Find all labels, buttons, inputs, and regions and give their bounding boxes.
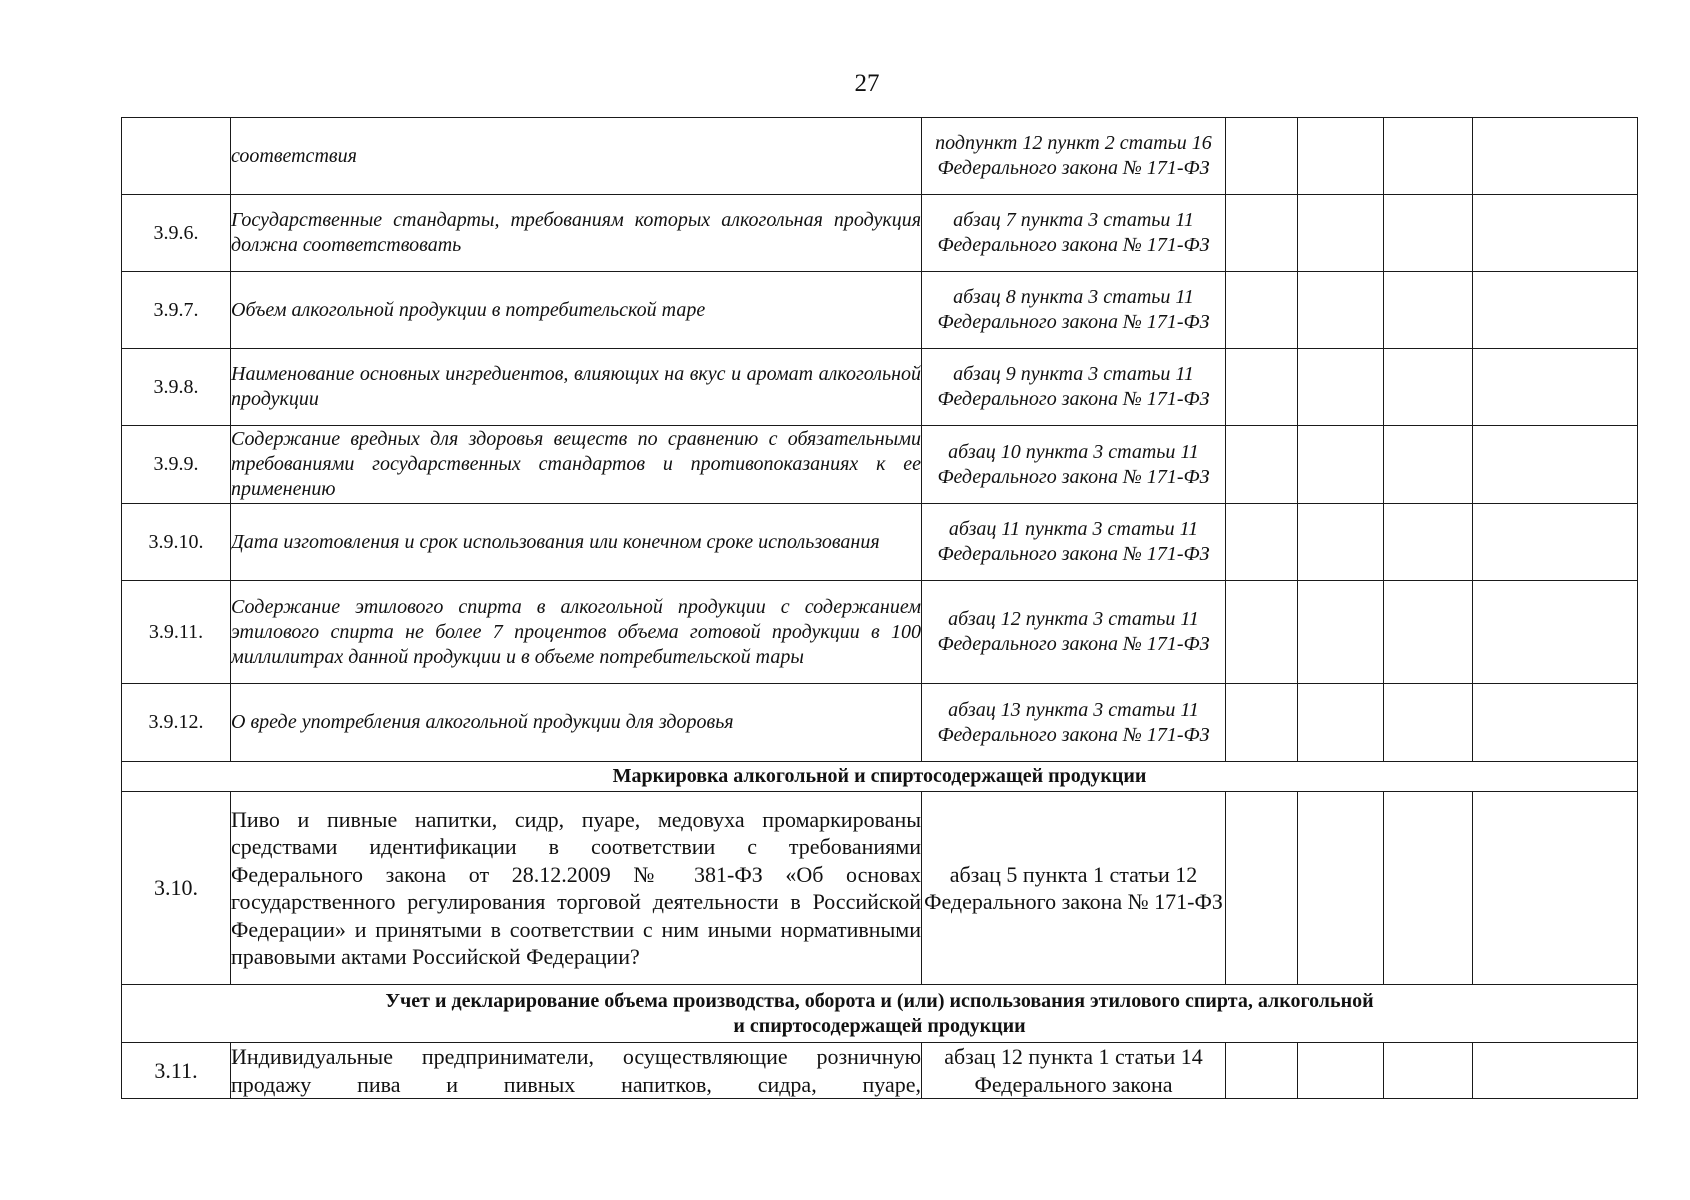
note-cell[interactable]	[1473, 504, 1638, 581]
answer-no-cell[interactable]	[1298, 504, 1384, 581]
legal-reference: абзац 5 пункта 1 статьи 12 Федерального закона № 171-ФЗ	[922, 792, 1226, 985]
answer-na-cell[interactable]	[1384, 195, 1473, 272]
answer-no-cell[interactable]	[1298, 195, 1384, 272]
answer-na-cell[interactable]	[1384, 504, 1473, 581]
requirement-text: соответствия	[231, 118, 922, 195]
section-row	[122, 762, 1638, 792]
answer-yes-cell[interactable]	[1226, 349, 1298, 426]
requirement-text: О вреде употребления алкогольной продукции для здоровья	[231, 684, 922, 762]
answer-na-cell[interactable]	[1384, 426, 1473, 504]
section-heading-line: и спиртосодержащей продукции	[733, 1014, 1026, 1037]
table-row	[122, 504, 1638, 581]
answer-no-cell[interactable]	[1298, 349, 1384, 426]
answer-na-cell[interactable]	[1384, 349, 1473, 426]
table-row	[122, 349, 1638, 426]
answer-na-cell[interactable]	[1384, 272, 1473, 349]
answer-na-cell[interactable]	[1384, 581, 1473, 684]
legal-reference: абзац 8 пункта 3 статьи 11 Федерального закона № 171-ФЗ	[922, 272, 1226, 349]
note-cell[interactable]	[1473, 426, 1638, 504]
row-number: 3.9.12.	[122, 684, 231, 762]
row-number: 3.9.11.	[122, 581, 231, 684]
answer-na-cell[interactable]	[1384, 792, 1473, 985]
section-row	[122, 985, 1638, 1043]
answer-no-cell[interactable]	[1298, 272, 1384, 349]
answer-no-cell[interactable]	[1298, 792, 1384, 985]
answer-yes-cell[interactable]	[1226, 504, 1298, 581]
row-number: 3.9.10.	[122, 504, 231, 581]
table-row	[122, 118, 1638, 195]
legal-reference: подпункт 12 пункт 2 статьи 16 Федерального закона № 171-ФЗ	[922, 118, 1226, 195]
table-row	[122, 195, 1638, 272]
legal-reference: абзац 12 пункта 3 статьи 11 Федерального закона № 171-ФЗ	[922, 581, 1226, 684]
answer-no-cell[interactable]	[1298, 1043, 1384, 1099]
row-number: 3.9.8.	[122, 349, 231, 426]
requirement-text: Индивидуальные предприниматели, осуществляющие розничную продажу пива и пивных напитков, сидра, пуаре,	[231, 1044, 921, 1097]
section-heading-accounting	[122, 985, 1638, 1043]
answer-no-cell[interactable]	[1298, 581, 1384, 684]
table-row	[122, 426, 1638, 504]
legal-reference: абзац 13 пункта 3 статьи 11 Федерального закона № 171-ФЗ	[922, 684, 1226, 762]
note-cell[interactable]	[1473, 1043, 1638, 1099]
answer-na-cell[interactable]	[1384, 118, 1473, 195]
answer-yes-cell[interactable]	[1226, 272, 1298, 349]
note-cell[interactable]	[1473, 792, 1638, 985]
table-row	[122, 792, 1638, 985]
row-number: 3.9.9.	[122, 426, 231, 504]
table-row	[122, 272, 1638, 349]
note-cell[interactable]	[1473, 581, 1638, 684]
answer-no-cell[interactable]	[1298, 684, 1384, 762]
answer-yes-cell[interactable]	[1226, 1043, 1298, 1099]
legal-reference: абзац 11 пункта 3 статьи 11 Федерального закона № 171-ФЗ	[922, 504, 1226, 581]
requirement-text: Объем алкогольной продукции в потребительской таре	[231, 272, 922, 349]
table-row	[122, 684, 1638, 762]
row-number: 3.9.6.	[122, 195, 231, 272]
page-number: 27	[854, 70, 880, 97]
answer-yes-cell[interactable]	[1226, 426, 1298, 504]
note-cell[interactable]	[1473, 684, 1638, 762]
note-cell[interactable]	[1473, 272, 1638, 349]
requirement-text: Содержание вредных для здоровья веществ по сравнению с обязательными требованиями государственных стандартов и противопоказаниях к ее применению	[231, 426, 922, 504]
requirement-text: Содержание этилового спирта в алкогольной продукции с содержанием этилового спирта не более 7 процентов объема готовой продукции в 100 миллилитрах данной продукции и в объеме потребительской тары	[231, 581, 922, 684]
requirements-table	[121, 117, 1638, 1099]
answer-yes-cell[interactable]	[1226, 581, 1298, 684]
table-row	[122, 581, 1638, 684]
note-cell[interactable]	[1473, 349, 1638, 426]
requirement-text: Пиво и пивные напитки, сидр, пуаре, медовуха промаркированы средствами идентификации в соответствии с требованиями Федерального закона от 28.12.2009 № 381-ФЗ «Об основах государственного регулирования торговой деятельности в Российской Федерации» и принятыми в соответствии с ним иными нормативными правовыми актами Российской Федерации?	[231, 792, 922, 985]
answer-yes-cell[interactable]	[1226, 684, 1298, 762]
note-cell[interactable]	[1473, 195, 1638, 272]
answer-na-cell[interactable]	[1384, 1043, 1473, 1099]
legal-reference: абзац 9 пункта 3 статьи 11 Федерального закона № 171-ФЗ	[922, 349, 1226, 426]
note-cell[interactable]	[1473, 118, 1638, 195]
answer-yes-cell[interactable]	[1226, 195, 1298, 272]
section-heading-line: Учет и декларирование объема производства, оборота и (или) использования этилового спирта, алкогольной	[385, 989, 1374, 1012]
row-number: 3.9.7.	[122, 272, 231, 349]
section-heading-marking: Маркировка алкогольной и спиртосодержащей продукции	[122, 762, 1638, 792]
legal-reference: абзац 7 пункта 3 статьи 11 Федерального закона № 171-ФЗ	[922, 195, 1226, 272]
requirement-text: Дата изготовления и срок использования или конечном сроке использования	[231, 504, 922, 581]
answer-yes-cell[interactable]	[1226, 792, 1298, 985]
answer-na-cell[interactable]	[1384, 684, 1473, 762]
answer-no-cell[interactable]	[1298, 426, 1384, 504]
row-number: 3.10.	[122, 792, 231, 985]
legal-reference: абзац 12 пункта 1 статьи 14 Федерального закона	[922, 1043, 1226, 1099]
row-number	[122, 118, 231, 195]
answer-yes-cell[interactable]	[1226, 118, 1298, 195]
legal-reference: абзац 10 пункта 3 статьи 11 Федерального закона № 171-ФЗ	[922, 426, 1226, 504]
table-row	[122, 1043, 1638, 1099]
answer-no-cell[interactable]	[1298, 118, 1384, 195]
requirement-text: Наименование основных ингредиентов, влияющих на вкус и аромат алкогольной продукции	[231, 349, 922, 426]
row-number: 3.11.	[122, 1043, 231, 1099]
requirement-text: Государственные стандарты, требованиям которых алкогольная продукция должна соответствовать	[231, 195, 922, 272]
